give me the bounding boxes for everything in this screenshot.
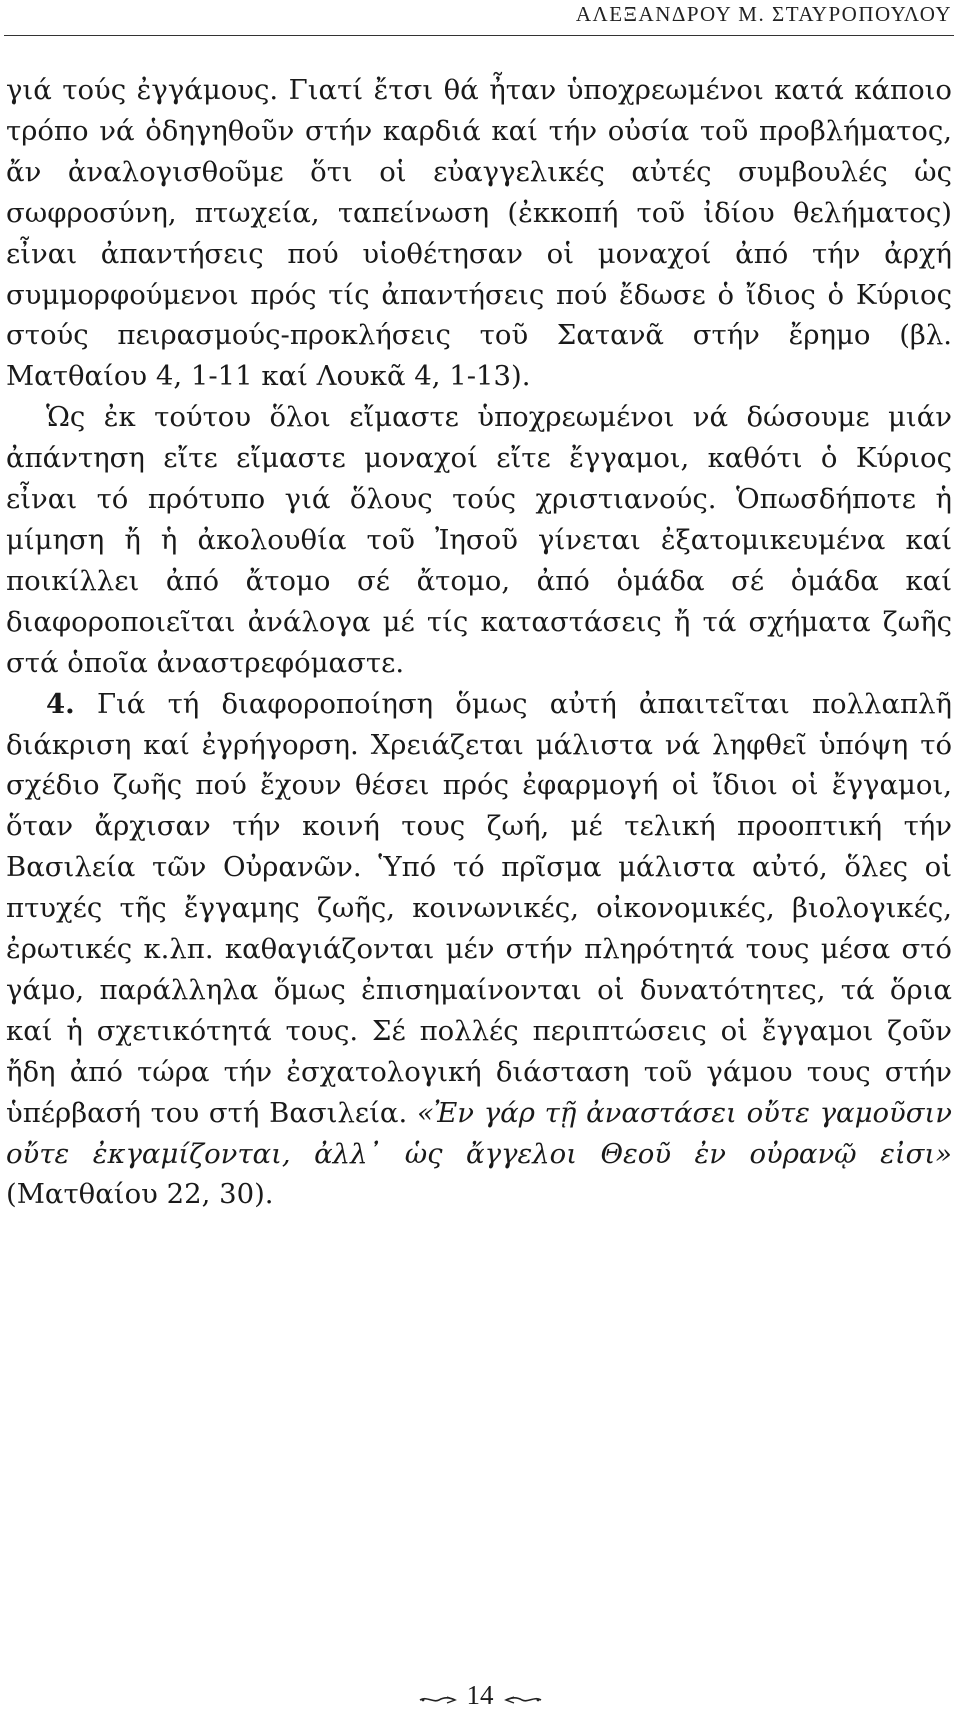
scripture-reference: (Ματθαίου 22, 30). — [6, 1178, 274, 1211]
section-number: 4. — [46, 687, 75, 720]
page-number: 14 — [466, 1680, 494, 1710]
paragraph-1: γιά τούς ἐγγάμους. Γιατί ἔτσι θά ἦταν ὑποχρεωμένοι κατά κάποιο τρόπο νά ὁδηγηθοῦν στήν καρδιά καί τήν οὐσία τοῦ προβλήματος, ἄν ἀναλογισθοῦμε ὅτι οἱ εὐαγγελικές αὐτές συμβουλές ὡς σωφροσύνη, πτωχεία, ταπείνωση (ἐκκοπή τοῦ ἰδίου θελήματος) εἶναι ἀπαντήσεις πού υἱοθέτησαν οἱ μοναχοί ἀπό τήν ἀρχή συμμορφούμενοι πρός τίς ἀπαντήσεις πού ἔδωσε ὁ ἴδιος ὁ Κύριος στούς πειρασμούς-προκλήσεις τοῦ Σατανᾶ στήν ἔρημο (βλ. Ματθαίου 4, 1-11 καί Λουκᾶ 4, 1-13). — [6, 74, 952, 393]
left-ornament-icon — [419, 1682, 457, 1713]
header-rule — [4, 35, 954, 36]
right-ornament-icon — [504, 1682, 542, 1713]
page-body — [6, 70, 952, 1215]
paragraph-3-text: Γιά τή διαφοροποίηση ὅμως αὐτή ἀπαιτεῖται πολλαπλῆ διάκριση καί ἐγρήγορση. Χρειάζεται μάλιστα νά ληφθεῖ ὑπόψη τό σχέδιο ζωῆς πού ἔχουν θέσει πρός ἐφαρμογή οἱ ἴδιοι οἱ ἔγγαμοι, ὅταν ἄρχισαν τήν κοινή τους ζωή, μέ τελική προοπτική τήν Βασιλεία τῶν Οὐρανῶν. Ὑπό τό πρῖσμα μάλιστα αὐτό, ὅλες οἱ πτυχές τῆς ἔγγαμης ζωῆς, κοινωνικές, οἰκονομικές, βιολογικές, ἐρωτικές κ.λπ. καθαγιάζονται μέν στήν πληρότητά τους μέσα στό γάμο, παράλληλα ὅμως ἐπισημαίνονται οἱ δυνατότητες, τά ὅρια καί ἡ σχετικότητά τους. Σέ πολλές περιπτώσεις οἱ ἔγγαμοι ζοῦν ἤδη ἀπό τώρα τήν ἐσχατολογική διάσταση τοῦ γάμου τους στήν ὑπέρβασή του στή Βασιλεία. — [6, 687, 952, 1129]
page-footer — [0, 1680, 960, 1713]
paragraph-3 — [6, 684, 952, 1216]
running-head-title: ΑΛΕΞΑΝΔΡΟΥ Μ. ΣΤΑΥΡΟΠΟΥΛΟΥ — [575, 2, 952, 26]
paragraph-2: Ὡς ἐκ τούτου ὅλοι εἴμαστε ὑποχρεωμένοι νά δώσουμε μιάν ἀπάντηση εἴτε εἴμαστε μοναχοί εἴτε ἔγγαμοι, καθότι ὁ Κύριος εἶναι τό πρότυπο γιά ὅλους τούς χριστιανούς. Ὁπωσδήποτε ἡ μίμηση ἤ ἡ ἀκολουθία τοῦ Ἰησοῦ γίνεται ἐξατομικευμένα καί ποικίλλει ἀπό ἄτομο σέ ἄτομο, ἀπό ὁμάδα σέ ὁμάδα καί διαφοροποιεῖται ἀνάλογα μέ τίς καταστάσεις ἤ τά σχήματα ζωῆς στά ὁποῖα ἀναστρεφόμαστε. — [6, 401, 952, 679]
scripture-quote: «Ἐν γάρ τῇ ἀναστάσει οὔτε γαμοῦσιν οὔτε ἐκγαμίζονται, ἀλλ᾿ ὡς ἄγγελοι Θεοῦ ἐν οὐρανῷ εἰσι» — [6, 1096, 953, 1170]
